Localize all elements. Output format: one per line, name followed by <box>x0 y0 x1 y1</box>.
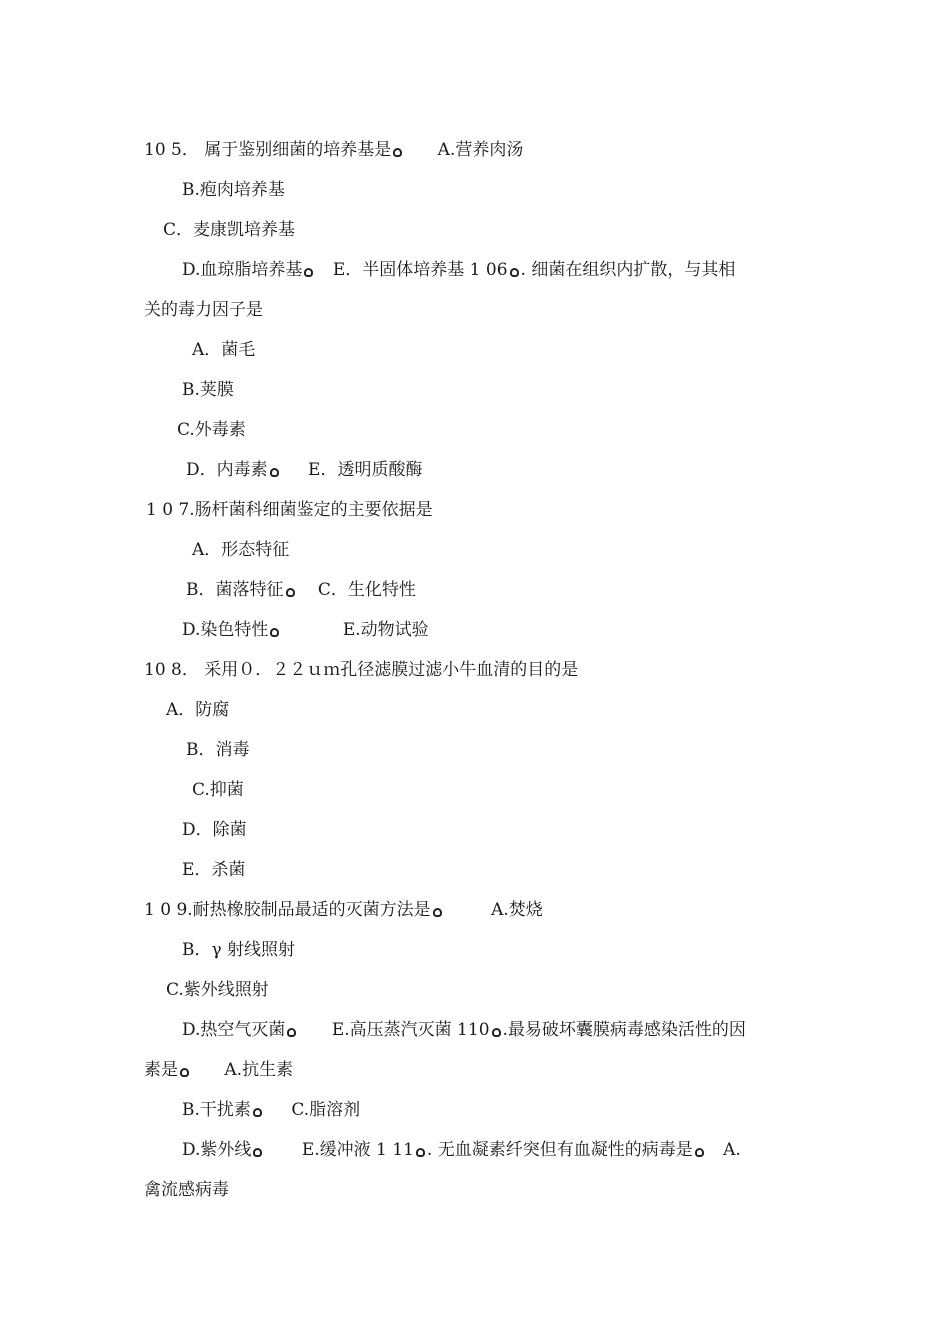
bullet-glyph-icon <box>253 1148 262 1157</box>
option-row <box>186 578 416 602</box>
bullet-glyph-icon <box>510 268 519 277</box>
question-106-text: . 细菌在组织内扩散，与其相 <box>520 260 736 280</box>
option-d: D.血琼脂培养基 <box>182 260 303 280</box>
option-c: C.脂溶剂 <box>291 1100 361 1120</box>
option-a: A.营养肉汤 <box>437 140 524 160</box>
option-e: E.缓冲液 1 11 <box>301 1140 414 1160</box>
question-105 <box>144 138 523 162</box>
option-e: E.高压蒸汽灭菌 110 <box>331 1020 490 1040</box>
option-a: A．形态特征 <box>192 540 290 560</box>
option-row <box>182 1018 746 1042</box>
option-b: B.疱肉培养基 <box>182 180 285 200</box>
option-a: A.焚烧 <box>491 900 543 920</box>
bullet-glyph-icon <box>695 1148 704 1157</box>
option-row <box>182 1098 360 1122</box>
bullet-glyph-icon <box>304 268 313 277</box>
option-b: B.干扰素 <box>182 1100 251 1120</box>
option-c: C.抑菌 <box>192 780 244 800</box>
bullet-glyph-icon <box>287 1028 296 1037</box>
option-b: B.荚膜 <box>182 380 234 400</box>
option-a: A.抗生素 <box>224 1060 294 1080</box>
option-e: E．半固体培养基 1 06 <box>332 260 508 280</box>
option-row <box>182 1138 741 1162</box>
option-a: A．防腐 <box>166 700 230 720</box>
question-107: 1 0 7.肠杆菌科细菌鉴定的主要依据是 <box>146 500 433 520</box>
option-a-continued: 禽流感病毒 <box>144 1180 229 1200</box>
option-d: D.紫外线 <box>182 1140 252 1160</box>
option-row <box>144 1058 293 1082</box>
question-109 <box>144 898 543 922</box>
option-a: A. <box>723 1140 741 1160</box>
bullet-glyph-icon <box>180 1068 189 1077</box>
option-e: E．杀菌 <box>182 860 246 880</box>
option-b: B．γ 射线照射 <box>182 940 296 960</box>
bullet-glyph-icon <box>270 628 279 637</box>
option-e: E.动物试验 <box>342 620 429 640</box>
bullet-glyph-icon <box>492 1028 501 1037</box>
option-d: D.热空气灭菌 <box>182 1020 286 1040</box>
question-text: 10 5． 属于鉴别细菌的培养基是 <box>144 140 392 160</box>
question-text: 1 0 9.耐热橡胶制品最适的灭菌方法是 <box>144 900 431 920</box>
question-110-text: .最易破坏囊膜病毒感染活性的因 <box>502 1020 746 1040</box>
question-108: 10 8． 采用０．２２ｕｍ孔径滤膜过滤小牛血清的目的是 <box>144 660 579 680</box>
bullet-glyph-icon <box>416 1148 425 1157</box>
question-text-continued: 关的毒力因子是 <box>144 300 263 320</box>
bullet-glyph-icon <box>433 908 442 917</box>
option-d: D．内毒素 <box>186 460 268 480</box>
option-c: C．生化特性 <box>317 580 416 600</box>
option-a: A．菌毛 <box>192 340 256 360</box>
option-e: E．透明质酸酶 <box>308 460 423 480</box>
bullet-glyph-icon <box>253 1108 262 1117</box>
option-row <box>182 618 429 642</box>
bullet-glyph-icon <box>393 148 402 157</box>
option-row <box>186 458 422 482</box>
option-c: C.外毒素 <box>177 420 246 440</box>
option-row <box>182 258 735 282</box>
question-111-text: . 无血凝素纤突但有血凝性的病毒是 <box>426 1140 693 1160</box>
question-text-continued: 素是 <box>144 1060 178 1080</box>
option-d: D．除菌 <box>182 820 247 840</box>
bullet-glyph-icon <box>270 468 279 477</box>
option-c: C.紫外线照射 <box>166 980 269 1000</box>
option-c: C．麦康凯培养基 <box>163 220 296 240</box>
option-d: D.染色特性 <box>182 620 269 640</box>
bullet-glyph-icon <box>286 588 295 597</box>
option-b: B．消毒 <box>186 740 250 760</box>
option-b: B．菌落特征 <box>186 580 284 600</box>
